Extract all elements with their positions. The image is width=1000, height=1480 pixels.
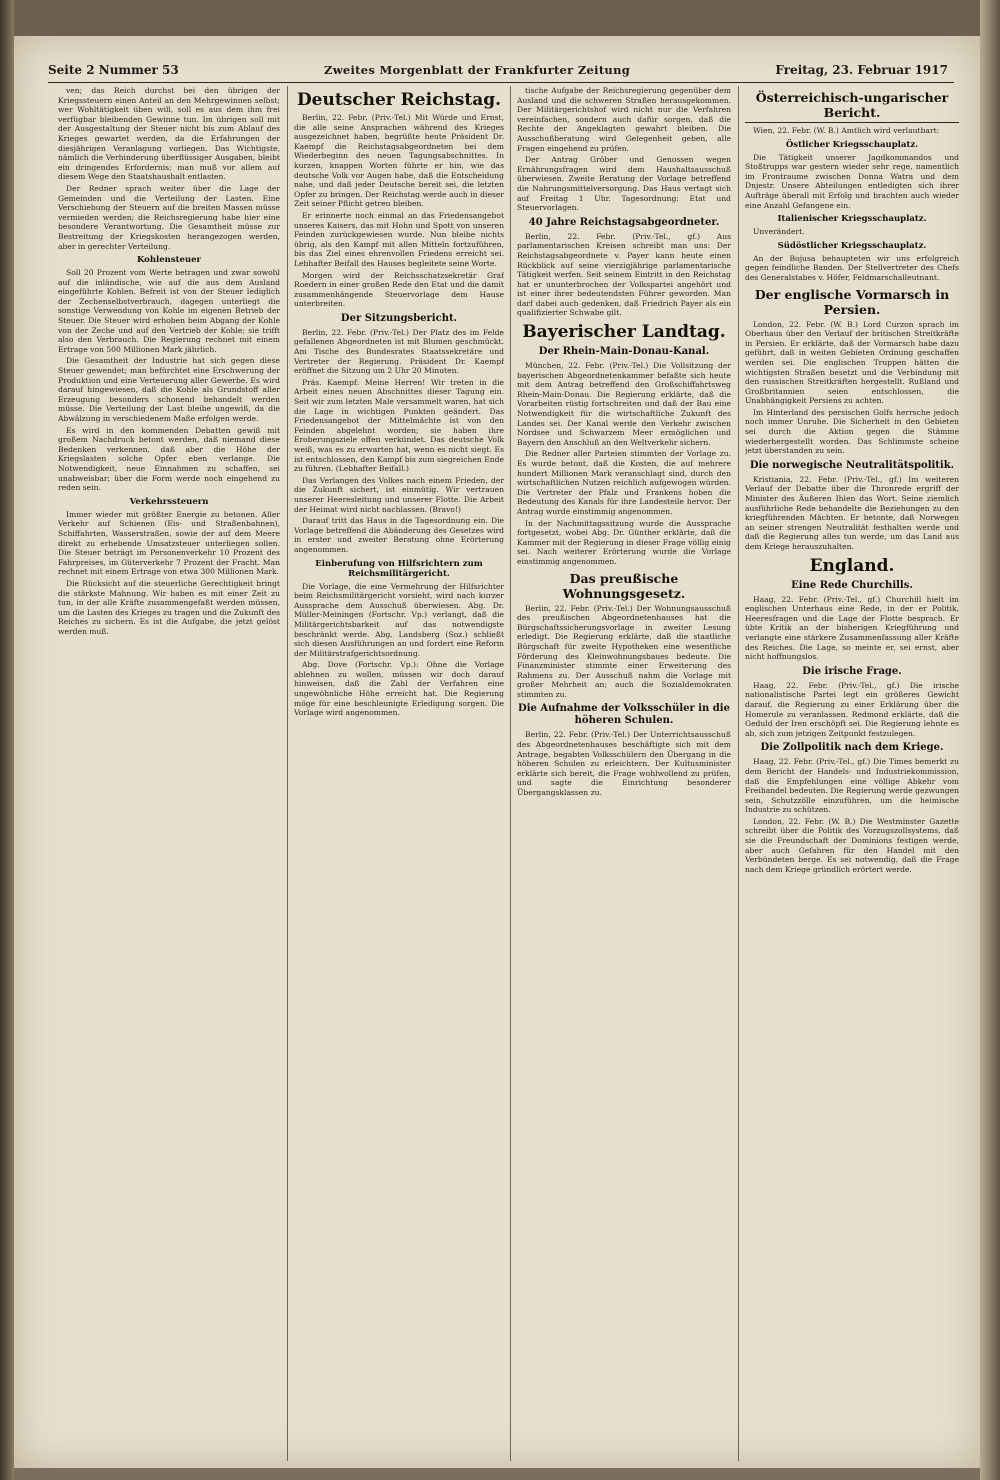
section-heading-churchill: Eine Rede Churchills.: [791, 579, 913, 591]
scan-background-top: [14, 0, 1000, 36]
section-heading-verkehrssteuern: Verkehrssteuern: [129, 496, 209, 507]
paragraph: In der Nachmittagssitzung wurde die Aussprache fortgesetzt, wobei Abg. Dr. Günther erklärte, daß die Kammer mit der Regierung in dieser Frage völlig einig sei. Nach weiterer Erörterung wurde die Vorlage einstimmig angenommen.: [517, 518, 731, 566]
paragraph: Der Antrag Gröber und Genossen wegen Ernährungsfragen wird dem Haushaltsausschuß überwiesen. Zweite Beratung der Vorlage betreffend die Nahrungsmittelversorgung. Das Haus vertagt sich auf Freitag 1 Uhr. Tagesordnung: Etat und Steuervorlagen.: [517, 155, 731, 213]
article-title-reichstag: Deutscher Reichstag.: [296, 90, 502, 110]
article-title-persien: Der englische Vormarsch in Persien.: [754, 286, 950, 317]
paragraph: Berlin, 22. Febr. (Priv.-Tel.) Der Platz des im Felde gefallenen Abgeordneten ist mit Blumen geschmückt. Am Tische des Bundesrates Staatssekretäre und Vertreter der Regierung. Präsident Dr. Kaempf eröffnet die Sitzung um 2 Uhr 20 Minuten.: [294, 327, 504, 376]
article-title-wohnungsgesetz: Das preußische Wohnungsgesetz.: [562, 570, 686, 601]
paragraph: Präs. Kaempf: Meine Herren! Wir treten in die Arbeit eines neuen Abschnittes dieser Tagung ein. Seit wir zum letzten Male versammelt waren, hat sich die Lage in wichtigen Punkten geändert. Das Friedensangebot der Mittelmächte ist von den Feinden abgelehnt worden; sie haben ihre Eroberungsziele offen verkündet. Das deutsche Volk weiß, was es zu erwarten hat, wenn es nicht siegt. Es ist entschlossen, den Kampf bis zum siegreichen Ende zu führen. (Lebhafter Beifall.): [294, 377, 504, 474]
paragraph: Haag, 22. Febr. (Priv.-Tel., gf.) Die irische nationalistische Partei legt ein größeres Gewicht darauf, die Regierung zu einer Erklärung über die Homerule zu veranlassen. Redmond erklärte, daß die Geduld der Iren erschöpft sei. Die Regierung lehnte es ab, sich zum jetzigen Zeitpunkt festzulegen.: [745, 680, 959, 738]
paragraph: Haag, 22. Febr. (Priv.-Tel., gf.) Die Times bemerkt zu dem Bericht der Handels- und Industriekommission, daß die Empfehlungen eine völlige Abkehr vom Freihandel bedeuten. Die Regierung werde gezwungen sein, Schutzzölle einzuführen, um die heimische Industrie zu schützen.: [745, 757, 959, 815]
paragraph: Die Redner aller Parteien stimmten der Vorlage zu. Es wurde betont, daß die Kosten, die auf mehrere hundert Millionen Mark veranschlagt sind, durch den wirtschaftlichen Nutzen reichlich aufgewogen würden. Die Vertreter der Pfalz und Frankens hoben die Bedeutung des Kanals für ihre Landesteile hervor. Der Antrag wurde einstimmig angenommen.: [517, 449, 731, 516]
section-heading-ost: Östlicher Kriegsschauplatz.: [785, 139, 919, 150]
article-title-bayerischer-landtag: Bayerischer Landtag.: [522, 322, 726, 343]
section-heading-suedost: Südöstlicher Kriegsschauplatz.: [777, 240, 927, 251]
column-4: [745, 86, 959, 1466]
section-heading-italien: Italienischer Kriegsschauplatz.: [777, 214, 927, 225]
column-divider: [510, 86, 511, 1461]
masthead-title: Zweites Morgenblatt der Frankfurter Zeitung: [324, 63, 631, 77]
header-rule: [48, 82, 954, 83]
paragraph: Soll 20 Prozent vom Werte betragen und zwar sowohl auf die inländische, wie auf die aus dem Ausland eingeführte Kohlen. Befreit ist von der Steuer lediglich der Zechenselbstverbrauch, dagegen unterliegt die sonstige Verwendung von Kohle im eigenen Betrieb der Steuer. Die Steuer wird erhoben beim Abgang der Kohle von der Zeche und auf den Vertrieb der Kohle; sie trifft also den Verbrauch. Die Regierung rechnet mit einem Ertrage von 500 Millionen Mark jährlich.: [58, 268, 280, 354]
section-heading-sitzungsbericht: Der Sitzungsbericht.: [340, 312, 458, 324]
article-title-oesterreich-bericht: Österreichisch-ungarischer Bericht.: [745, 90, 959, 123]
section-heading-hilfsrichter: Einberufung von Hilfsrichtern zum Reichsmilitärgericht.: [315, 558, 483, 579]
paragraph: An der Bojusa behaupteten wir uns erfolgreich gegen feindliche Banden. Der Stellvertreter des Chefs des Generalstabes v. Höfer, Feldmarschalleutnant.: [745, 253, 959, 282]
paragraph: Der Redner sprach weiter über die Lage der Gemeinden und die Verteilung der Lasten. Eine Verschiebung der Steuern auf die breiten Massen müsse vermieden werden; die Reichsregierung habe hier eine besondere Verantwortung. Die Gesamtheit müsse zur Bestreitung der Kriegskosten herangezogen werden, aber in gerechter Verteilung.: [58, 183, 280, 251]
paragraph: Die Gesamtheit der Industrie hat sich gegen diese Steuer gewendet; man befürchtet eine Erschwerung der Produktion und eine Verteuerung aller Gewerbe. Es wird darauf hingewiesen, daß die Kohle als Grundstoff aller Erzeugung besonders schonend behandelt werden müsse. Die Verteilung der Last bleibe ungewiß, da die Abwälzung in verschiedenem Maße erfolgen werde.: [58, 356, 280, 423]
page-number: Seite 2 Nummer 53: [48, 63, 179, 77]
article-title-jubilaeum: 40 Jahre Reichstagsabgeordneter.: [528, 216, 720, 228]
paragraph: Morgen wird der Reichsschatzsekretär Graf Roedern in einer großen Rede den Etat und die damit zusammenhängende Steuervorlage dem Hause unterbreiten.: [294, 270, 504, 309]
paragraph: Die Rücksicht auf die steuerliche Gerechtigkeit bringt die stärkste Mahnung. Wir haben es mit einer Zeit zu tun, in der alle Kräfte zusammengefaßt werden müssen, um die Lasten des Krieges zu tragen und die Zukunft des Reiches zu sichern. Es ist die Aufgabe, die jetzt gelöst werden muß.: [58, 578, 280, 636]
paragraph: Abg. Dove (Fortschr. Vp.): Ohne die Vorlage ablehnen zu wollen, müssen wir doch darauf hinweisen, daß die Zahl der Verfahren eine ungewöhnliche Höhe erreicht hat. Die Regierung möge für eine beschleunigte Erledigung sorgen. Die Vorlage wird angenommen.: [294, 660, 504, 718]
paragraph: Wien, 22. Febr. (W. B.) Amtlich wird verlautbart:: [753, 126, 940, 135]
paragraph: Berlin, 22. Febr. (Priv.-Tel., gf.) Aus parlamentarischen Kreisen schreibt man uns: Der Reichstagsabgeordnete v. Payer kann heute einen Rückblick auf seine vierzigjährige parlamentarische Tätigkeit werfen. Seit seinem Eintritt in den Reichstag hat er ununterbrochen der Volkspartei angehört und ist einer ihrer bedeutendsten Führer geworden. Man darf dabei auch gedenken, daß Friedrich Payer als ein qualifizierter Schwabe gilt.: [517, 231, 731, 318]
paragraph: Er erinnerte noch einmal an das Friedensangebot unseres Kaisers, das mit Hohn und Spott von unseren Feinden zurückgewiesen wurde. Nun bleibe nichts übrig, als den Kampf mit allen Mitteln fortzuführen, bis das Ziel eines ehrenvollen Friedens erreicht sei. Lebhafter Beifall des Hauses begleitete seine Worte.: [294, 210, 504, 268]
paragraph: Darauf tritt das Haus in die Tagesordnung ein. Die Vorlage betreffend die Abänderung des Gesetzes wird in erster und zweiter Beratung ohne Erörterung angenommen.: [294, 516, 504, 554]
paragraph: Die Vorlage, die eine Vermehrung der Hilfsrichter beim Reichsmilitärgericht vorsieht, wird nach kurzer Aussprache dem Ausschuß überwiesen. Abg. Dr. Müller-Meiningen (Fortschr. Vp.) verlangt, daß die Militärgerichtsbarkeit auf das notwendigste beschränkt werde. Abg. Landsberg (Soz.) schließt sich diesen Ausführungen an und fordert eine Reform der Militärstrafgerichtsordnung.: [294, 581, 504, 658]
paragraph: Haag, 22. Febr. (Priv.-Tel., gf.) Churchill hielt im englischen Unterhaus eine Rede, in der er Politik, Heeresfragen und die Lage der Flotte besprach. Er übte Kritik an der bisherigen Kriegführung und verlangte eine stärkere Zusammenfassung aller Kräfte des Reiches. Die Lage, so meinte er, sei ernst, aber nicht hoffnungslos.: [745, 594, 959, 662]
article-title-volksschueler: Die Aufnahme der Volksschüler in die höheren Schulen.: [518, 703, 730, 727]
paragraph: Berlin, 22. Febr. (Priv.-Tel.) Mit Würde und Ernst, die alle seine Ansprachen während des Krieges ausgezeichnet haben, begrüßte heute Präsident Dr. Kaempf die Reichstagsabgeordneten bei dem Wiederbeginn des neuen Tagungsabschnittes. In kurzen, knappen Worten führte er hin, wie das deutsche Volk vor Augen habe, daß die Entscheidung nahe, und daß jeder Deutsche bereit sei, die letzten Opfer zu bringen. Der Reichstag werde auch in dieser Zeit seiner Pflicht getreu bleiben.: [294, 113, 504, 209]
section-heading-irische-frage: Die irische Frage.: [802, 665, 902, 677]
section-heading-kohlensteuer: Kohlensteuer: [136, 255, 202, 266]
column-divider: [738, 86, 739, 1461]
page-header: [48, 60, 948, 80]
paragraph: Das Verlangen des Volkes nach einem Frieden, der die Zukunft sichert, ist einmütig. Wir vertrauen unserer Heeresleitung und unserer Flotte. Die Arbeit der Heimat wird nicht nachlassen. (Bravo!): [294, 475, 504, 514]
section-heading-kanal: Der Rhein-Main-Donau-Kanal.: [538, 346, 710, 358]
paragraph: tische Aufgabe der Reichsregierung gegenüber dem Ausland und die schweren Straßen herausgekommen. Der Militärgerichtshof wird nicht nur die Verfahren vereinfachen, sondern auch dafür sorgen, daß die Rechte der Angeklagten gewahrt bleiben. Die Ausschußberatung wird Gelegenheit geben, alle Fragen eingehend zu prüfen.: [517, 86, 731, 153]
paragraph: ven; das Reich durchst bei den übrigen der Kriegssteuern einen Anteil an den Mehrgewinnen selbst; wer Wohltätigkeit üben will, soll es aus dem ihm frei verfügbar bleibenden Gewinne tun. Im übrigen soll mit der Ausgestaltung der Steuer nicht bis zum Ablauf des Krieges gewartet werden, da die Erfahrungen der diesjährigen Veranlagung vorliegen. Das Wichtigste, nämlich die Verhinderung überflüssiger Ausgaben, bleibt ein dringendes Erfordernis; man muß vor allem auf diesem Wege den Staatshaushalt entlasten.: [58, 86, 280, 182]
section-heading-zollpolitik: Die Zollpolitik nach dem Kriege.: [760, 742, 944, 754]
article-title-norwegen: Die norwegische Neutralitätspolitik.: [749, 459, 955, 471]
paragraph: Unverändert.: [753, 227, 805, 237]
paragraph: Berlin, 22. Febr. (Priv.-Tel.) Der Wohnungsausschuß des preußischen Abgeordnetenhauses hat die Bürgschaftssicherungsvorlage in zweiter Lesung erledigt. Die Regierung erklärte, daß die staatliche Bürgschaft für zweite Hypotheken eine wesentliche Förderung des Kleinwohnungsbaues bedeute. Die Finanzminister stimmte einer Erweiterung des Rahmens zu. Der Ausschuß nahm die Vorlage mit großer Mehrheit an; auch die Sozialdemokraten stimmten zu.: [517, 603, 731, 699]
column-1: [58, 86, 280, 1466]
column-divider: [287, 86, 288, 1461]
paragraph: London, 22. Febr. (W. B.) Lord Curzon sprach im Oberhaus über den Verlauf der britischen Streitkräfte in Persien. Er erklärte, daß der Vormarsch habe dazu geführt, daß in weiten Gebieten Ordnung geschaffen werden sei. Die englischen Truppen hätten die wichtigsten Straßen besetzt und die Verbindung mit den russischen Streitkräften hergestellt. Rußland und Großbritannien seien entschlossen, die Unabhängigkeit Persiens zu achten.: [745, 319, 959, 406]
paragraph: Berlin, 22. Febr. (Priv.-Tel.) Der Unterrichtsausschuß des Abgeordnetenhauses beschäftigte sich mit dem Antrage, begabten Volksschülern den Übergang in die höheren Schulen zu erleichtern. Der Kultusminister erklärte sich bereit, die Frage wohlwollend zu prüfen, und sagte die Einrichtung besonderer Übergangsklassen zu.: [517, 730, 731, 798]
paragraph: München, 22. Febr. (Priv.-Tel.) Die Vollsitzung der bayerischen Abgeordnetenkammer befaßte sich heute mit dem Antrag betreffend den Großschiffahrtsweg Rhein-Main-Donau. Die Regierung erklärte, daß die Vorarbeiten rüstig fortschreiten und daß der Bau eine Notwendigkeit für die wirtschaftliche Zukunft des Landes sei. Der Kanal werde den Verkehr zwischen Nordsee und Schwarzem Meer ermöglichen und Bayern den Anschluß an den Weltverkehr sichern.: [517, 361, 731, 447]
book-spine: [0, 0, 14, 1480]
issue-date: Freitag, 23. Februar 1917: [775, 63, 948, 77]
paragraph: London, 22. Febr. (W. B.) Die Westminster Gazette schreibt über die Politik des Vorzugszollsystems, daß sie die Freundschaft der Dominions festigen werde, aber auch Gefahren für den Handel mit den Verbündeten berge. Es sei notwendig, daß die Frage nach dem Kriege gründlich erörtert werde.: [745, 816, 959, 874]
paragraph: Im Hinterland des persischen Golfs herrsche jedoch noch immer Unruhe. Die Sicherheit in den Gebieten sei durch die Aktion gegen die Stämme wiederhergestellt worden. Das Schlimmste scheine jetzt überstanden zu sein.: [745, 407, 959, 456]
article-title-england: England.: [809, 555, 895, 576]
paragraph: Die Tätigkeit unserer Jagdkommandos und Stoßtrupps war gestern wieder sehr rege, namentlich im Frontraume zwischen Donna Watra und dem Dnjestr. Unsere Abteilungen entledigten sich ihrer Aufträge überall mit Erfolg und brachten auch wieder eine Anzahl Gefangene ein.: [745, 152, 959, 210]
page-edge-right: [980, 0, 1000, 1480]
paragraph: Es wird in den kommenden Debatten gewiß mit großem Nachdruck betont werden, daß niemand diese Bedenken verkennen, daß aber die Höhe der Kriegslasten solche Opfer eben verlange. Die Notwendigkeit, neue Einnahmen zu schaffen, sei unabweisbar; über die Form werde noch eingehend zu reden sein.: [58, 425, 280, 493]
column-2: [294, 86, 504, 1466]
paragraph: Immer wieder mit größter Energie zu betonen. Aller Verkehr auf Schienen (Eis- und Straßenbahnen), Schiffahrten, Wasserstraßen, sowie der auf dem Meere direkt zu erhebende Umsatzsteuer unterliegen sollen. Die Steuer beträgt im Personenverkehr 10 Prozent des Fahrpreises, im Güterverkehr 7 Prozent der Fracht. Man rechnet mit einem Ertrage von etwa 300 Millionen Mark.: [58, 509, 280, 577]
column-3: [517, 86, 731, 1466]
paragraph: Kristiania, 22. Febr. (Priv.-Tel., gf.) Im weiteren Verlauf der Debatte über die Thronrede ergriff der Minister des Äußeren Ihlen das Wort. Seine ziemlich ausführliche Rede behandelte die Beziehungen zu den kriegführenden Mächten. Er betonte, daß Norwegen an seiner strengen Neutralität festhalten werde und daß die Regierung alles tun werde, um das Land aus dem Kriege herauszuhalten.: [745, 474, 959, 551]
